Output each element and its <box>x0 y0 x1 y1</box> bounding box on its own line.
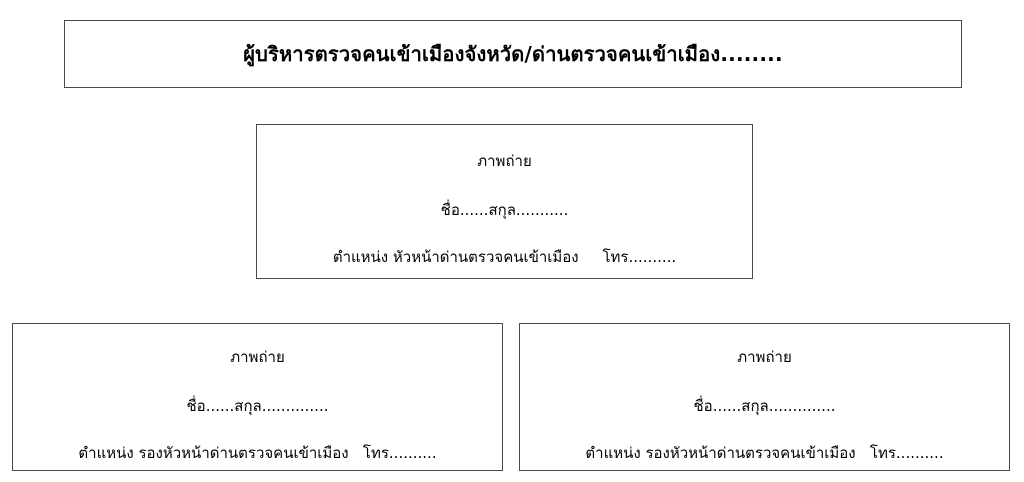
deputy-card-1 <box>12 323 503 471</box>
chief-name-line: ชื่อ......สกุล........... <box>440 201 569 219</box>
deputy-2-name-line: ชื่อ......สกุล.............. <box>693 397 836 415</box>
chief-card <box>256 124 753 279</box>
deputy-1-photo-placeholder-label: ภาพถ่าย <box>230 348 285 366</box>
deputy-2-photo-placeholder-label: ภาพถ่าย <box>737 348 792 366</box>
deputy-1-position-line: ตำแหน่ง รองหัวหน้าด่านตรวจคนเข้าเมือง โทร.......... <box>78 444 437 462</box>
chief-photo-placeholder-label: ภาพถ่าย <box>477 152 532 170</box>
chief-position-line: ตำแหน่ง หัวหน้าด่านตรวจคนเข้าเมือง โทร.......... <box>332 248 677 266</box>
deputy-2-position-line: ตำแหน่ง รองหัวหน้าด่านตรวจคนเข้าเมือง โทร.......... <box>585 444 944 462</box>
deputy-card-2 <box>519 323 1010 471</box>
deputy-1-name-line: ชื่อ......สกุล.............. <box>186 397 329 415</box>
page-title: ผู้บริหารตรวจคนเข้าเมืองจังหวัด/ด่านตรวจคนเข้าเมือง........ <box>243 42 783 66</box>
title-box <box>64 20 962 88</box>
